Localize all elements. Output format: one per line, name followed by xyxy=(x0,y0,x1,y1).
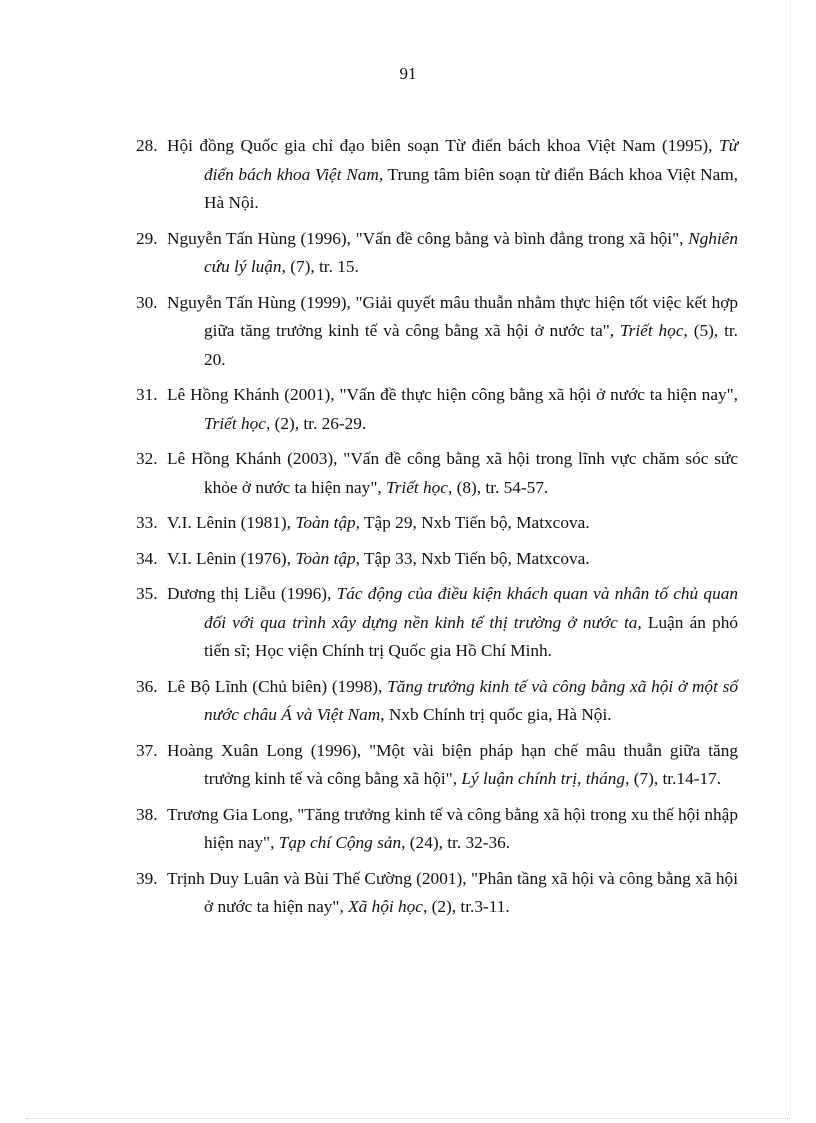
reference-text: , (7), tr. 15. xyxy=(281,257,359,276)
reference-number: 38. xyxy=(136,804,158,824)
reference-item xyxy=(136,865,738,922)
reference-text: , Luận án phó tiến sĩ; Học viện Chính trị Quốc gia Hồ Chí Minh. xyxy=(204,612,738,660)
reference-number: 31. xyxy=(136,385,158,404)
reference-text: , Tập 33, Nxb Tiến bộ, Matxcova. xyxy=(355,548,590,568)
reference-text: , Tập 29, Nxb Tiến bộ, Matxcova. xyxy=(355,513,590,532)
reference-text: , (7), tr.14-17. xyxy=(625,769,722,788)
reference-item xyxy=(136,225,738,282)
reference-text: V.I. Lênin (1981), xyxy=(167,513,296,532)
reference-title: Nghiên cứu lý luận xyxy=(204,228,738,276)
reference-number: 30. xyxy=(136,292,158,312)
reference-item xyxy=(136,289,738,375)
reference-text: Lê Hồng Khánh (2001), "Vấn đề thực hiện công bằng xã hội ở nước ta hiện nay", xyxy=(167,385,738,404)
reference-item xyxy=(136,545,738,574)
reference-number: 37. xyxy=(136,740,158,760)
reference-title: Triết học xyxy=(204,413,266,433)
reference-title: Triết học xyxy=(386,477,448,497)
reference-text: Lê Bộ Lĩnh (Chủ biên) (1998), xyxy=(167,676,388,696)
reference-title: Lý luận chính trị, tháng xyxy=(461,769,626,788)
reference-number: 33. xyxy=(136,513,158,532)
reference-item xyxy=(136,801,738,858)
reference-number: 39. xyxy=(136,868,158,888)
reference-text: Lê Hồng Khánh (2003), "Vấn đề công bằng xã hội trong lĩnh vực chăm sóc sức khỏe ở nước ta hiện nay", xyxy=(167,449,738,497)
reference-text: , Nxb Chính trị quốc gia, Hà Nội. xyxy=(380,705,612,724)
reference-title: Toàn tập xyxy=(295,513,356,532)
reference-text: , (8), tr. 54-57. xyxy=(447,477,549,497)
reference-number: 36. xyxy=(136,676,158,696)
reference-item xyxy=(136,132,738,218)
reference-number: 28. xyxy=(136,136,158,155)
reference-list xyxy=(136,132,738,929)
reference-title: Xã hội học xyxy=(348,897,423,916)
reference-text: , (2), tr.3-11. xyxy=(422,897,510,916)
reference-item xyxy=(136,673,738,730)
reference-text: Hoàng Xuân Long (1996), "Một vài biện pháp hạn chế mâu thuẫn giữa tăng trưởng kinh tế và công bằng xã hội", xyxy=(167,740,738,788)
reference-item xyxy=(136,381,738,438)
reference-title: Tạp chí Cộng sản xyxy=(278,833,402,852)
reference-text: Nguyễn Tấn Hùng (1999), "Giải quyết mâu thuẫn nhằm thực hiện tốt việc kết hợp giữa tăng trưởng kinh tế và công bằng xã hội ở nước ta", xyxy=(167,292,738,340)
page-bottom-border xyxy=(26,1118,790,1119)
reference-item xyxy=(136,737,738,794)
reference-text: Trương Gia Long, "Tăng trưởng kinh tế và công bằng xã hội trong xu thế hội nhập hiện nay", xyxy=(167,804,738,852)
reference-title: Toàn tập xyxy=(295,548,356,568)
reference-text: , (2), tr. 26-29. xyxy=(265,413,367,433)
reference-title: Từ điển bách khoa Việt Nam, xyxy=(204,136,738,184)
page-right-border xyxy=(790,0,791,1117)
page-number: 91 xyxy=(399,64,417,83)
reference-text: , (5), tr. 20. xyxy=(204,321,738,369)
reference-title: Triết học xyxy=(620,321,684,340)
reference-item xyxy=(136,580,738,666)
reference-title: Tác động của điều kiện khách quan và nhân tố chủ quan đối với qua trình xây dựng nền kinh tế thị trường ở nước ta xyxy=(204,584,738,632)
reference-number: 34. xyxy=(136,548,158,568)
reference-text: Hội đồng Quốc gia chỉ đạo biên soạn Từ điển bách khoa Việt Nam (1995), xyxy=(167,136,719,155)
reference-number: 29. xyxy=(136,228,158,248)
reference-text: Nguyễn Tấn Hùng (1996), "Vấn đề công bằng và bình đẳng trong xã hội", xyxy=(167,228,689,248)
reference-text: , (24), tr. 32-36. xyxy=(401,833,511,852)
reference-title: Tăng trưởng kinh tế và công bằng xã hội ở một số nước châu Á và Việt Nam xyxy=(204,676,739,724)
reference-number: 32. xyxy=(136,449,158,468)
reference-number: 35. xyxy=(136,584,158,603)
reference-text: Trung tâm biên soạn từ điển Bách khoa Việt Nam, Hà Nội. xyxy=(204,164,738,212)
reference-item xyxy=(136,509,738,538)
reference-item xyxy=(136,445,738,502)
reference-text: Dương thị Liễu (1996), xyxy=(167,584,337,603)
reference-text: Trịnh Duy Luân và Bùi Thế Cường (2001), "Phân tầng xã hội và công bằng xã hội ở nước ta hiện nay", xyxy=(167,868,738,916)
reference-text: V.I. Lênin (1976), xyxy=(167,548,296,568)
